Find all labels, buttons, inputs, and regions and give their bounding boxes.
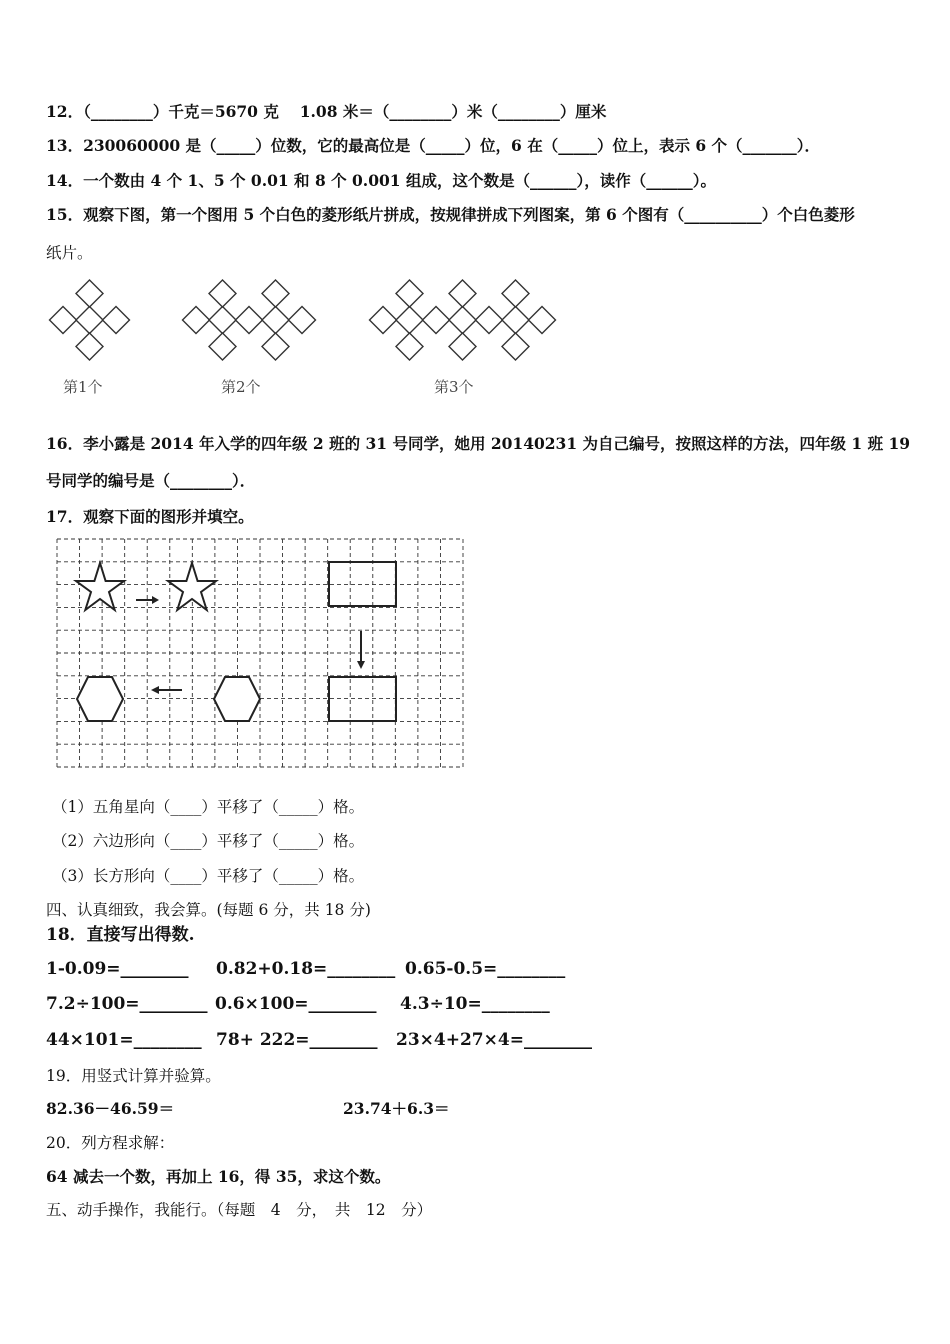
calc-3-1: 44×101=________ xyxy=(46,1030,202,1050)
left-arrow-head xyxy=(151,686,159,694)
question-12: 12．（________）千克＝5670 克 1.08 米＝（________）米（________）厘米 xyxy=(46,102,607,121)
calc-3-2: 78+ 222=________ xyxy=(216,1030,378,1050)
calc-1-2: 0.82+0.18=________ xyxy=(216,959,396,979)
question-17: 17．观察下面的图形并填空。 xyxy=(46,507,254,526)
translation-grid-figure xyxy=(55,537,465,769)
figure-2-diamond xyxy=(183,307,210,334)
figure-caption-2: 第2个 xyxy=(221,378,261,396)
figure-1-diamond xyxy=(50,307,77,334)
figure-2-diamond xyxy=(262,333,289,360)
question-18: 18．直接写出得数. xyxy=(46,925,195,945)
question-20-text: 64 减去一个数，再加上 16，得 35，求这个数。 xyxy=(46,1167,391,1186)
star-original xyxy=(76,563,124,610)
question-19: 19．用竖式计算并验算。 xyxy=(46,1067,221,1085)
question-17-sub-1: （1）五角星向（____）平移了（_____）格。 xyxy=(52,798,365,816)
question-19-item-2: 23.74＋6.3＝ xyxy=(343,1099,450,1118)
calc-2-3: 4.3÷10=________ xyxy=(400,994,550,1014)
down-arrow-head xyxy=(357,661,365,669)
question-14: 14．一个数由 4 个 1、5 个 0.01 和 8 个 0.001 组成，这个数是（______），读作（______）。 xyxy=(46,171,716,190)
figure-3-diamond xyxy=(529,307,556,334)
figure-3-diamond xyxy=(449,333,476,360)
figure-3-diamond xyxy=(502,307,529,334)
figure-caption-3: 第3个 xyxy=(434,378,474,396)
figure-3-diamond xyxy=(396,307,423,334)
question-17-sub-2: （2）六边形向（____）平移了（_____）格。 xyxy=(52,832,365,850)
calc-3-3: 23×4+27×4=________ xyxy=(396,1030,592,1050)
figure-3-diamond xyxy=(396,333,423,360)
figure-2-diamond xyxy=(236,307,263,334)
question-20: 20．列方程求解： xyxy=(46,1134,175,1152)
calc-2-1: 7.2÷100=________ xyxy=(46,994,208,1014)
hexagon-original xyxy=(214,677,260,721)
figure-1-diamond xyxy=(76,333,103,360)
rectangle-original xyxy=(329,562,396,606)
question-19-item-1: 82.36－46.59＝ xyxy=(46,1099,175,1118)
figure-2-diamond xyxy=(262,307,289,334)
figure-1-diamond xyxy=(103,307,130,334)
figure-3-diamond xyxy=(396,280,423,307)
figure-2-diamond xyxy=(262,280,289,307)
section-4-heading: 四、认真细致，我会算。(每题 6 分，共 18 分) xyxy=(46,901,371,919)
right-arrow-head xyxy=(152,596,159,604)
figure-2-diamond xyxy=(289,307,316,334)
question-16-line1: 16．李小露是 2014 年入学的四年级 2 班的 31 号同学，她用 20140231 为自己编号，按照这样的方法，四年级 1 班 19 xyxy=(46,434,911,453)
figure-2-diamond xyxy=(209,307,236,334)
hexagon-translated xyxy=(77,677,123,721)
question-17-sub-3: （3）长方形向（____）平移了（_____）格。 xyxy=(52,867,365,885)
figure-3-diamond xyxy=(370,307,397,334)
figure-3-diamond xyxy=(449,307,476,334)
figure-2-diamond xyxy=(209,280,236,307)
question-16-line2: 号同学的编号是（________）． xyxy=(46,471,256,490)
grid-lines xyxy=(57,539,463,767)
calc-1-1: 1-0.09=________ xyxy=(46,959,189,979)
figure-3-diamond xyxy=(423,307,450,334)
question-15-line1: 15．观察下图，第一个图用 5 个白色的菱形纸片拼成，按规律拼成下列图案，第 6 个图有（__________）个白色菱形 xyxy=(46,205,855,224)
figure-3-diamond xyxy=(476,307,503,334)
figure-1-diamond xyxy=(76,307,103,334)
figure-3-diamond xyxy=(502,280,529,307)
figure-3-diamond xyxy=(449,280,476,307)
calc-1-3: 0.65-0.5=________ xyxy=(405,959,566,979)
question-15-line2: 纸片。 xyxy=(46,244,93,262)
figure-2-diamond xyxy=(209,333,236,360)
section-5-heading: 五、动手操作，我能行。（每题 4 分， 共 12 分） xyxy=(46,1201,433,1219)
figure-3-diamond xyxy=(502,333,529,360)
calc-2-2: 0.6×100=________ xyxy=(215,994,377,1014)
figure-caption-1: 第1个 xyxy=(63,378,103,396)
figure-1-diamond xyxy=(76,280,103,307)
question-13: 13．230060000 是（_____）位数，它的最高位是（_____）位，6 在（_____）位上，表示 6 个（_______）． xyxy=(46,136,821,155)
